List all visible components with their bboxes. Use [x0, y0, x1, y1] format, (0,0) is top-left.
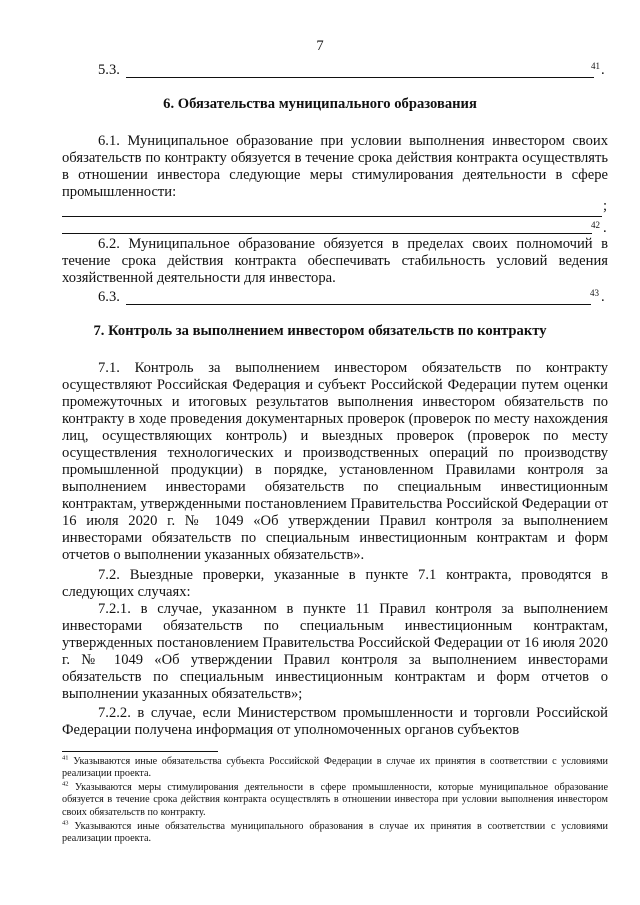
paragraph-6-2: 6.2. Муниципальное образование обязуется в пределах своих полномочий в течение срока действия контракта обеспечивать стабильность условий ведения хозяйственной деятельности для инвестора. — [62, 236, 608, 286]
page-number: 7 — [316, 38, 324, 54]
footnote-43-text: Указываются иные обязательства муниципального образования в случае их принятия в соответствии с условиями реализации проекта. — [62, 821, 608, 845]
footnote-42 — [62, 782, 608, 819]
measures-blank-line-1 — [62, 216, 602, 217]
item-5-3-end: . — [601, 62, 605, 78]
item-5-3-blank-line — [126, 77, 594, 78]
footnote-42-mark: 42 — [62, 780, 69, 788]
paragraph-7-2-2: 7.2.2. в случае, если Министерством промышленности и торговли Российской Федерации получена информация от уполномоченных органов субъектов — [62, 705, 608, 738]
footnote-41-text: Указываются иные обязательства субъекта Российской Федерации в случае их принятия в соответствии с условиями реализации проекта. — [62, 756, 608, 780]
item-5-3-footnote-mark: 41 — [591, 61, 600, 71]
paragraph-7-1: 7.1. Контроль за выполнением инвестором обязательств по контракту осуществляют Российская Федерация и субъект Российской Федерации путем оценки промежуточных и итоговых результатов выполнения инвестором обязательств по контракту в ходе проведения документарных проверок (проверок по месту нахождения лиц, осуществляющих контроль) и выездных проверок (проверок по месту осуществления технологических и производственных операций по производству промышленной продукции) в порядке, установленном Правилами контроля за выполнением инвесторами обязательств по специальным инвестиционным контрактам, утвержденными постановлением Правительства Российской Федерации от 16 июля 2020 г. № 1049 «Об утверждении Правил контроля за выполнением инвесторами обязательств по специальным инвестиционным контрактам и форм отчетов о выполнении указанных обязательств». — [62, 360, 608, 563]
item-6-3-label: 6.3. — [98, 289, 120, 305]
measures-blank-line-2 — [62, 233, 592, 234]
paragraph-7-2: 7.2. Выездные проверки, указанные в пункте 7.1 контракта, проводятся в следующих случаях: — [62, 567, 608, 600]
measures-blank-end-1: ; — [603, 198, 608, 214]
footnote-43-mark: 43 — [62, 819, 69, 827]
measures-blank-footnote-mark: 42 — [591, 220, 600, 230]
item-6-3-footnote-mark: 43 — [590, 288, 599, 298]
footnote-43 — [62, 821, 608, 846]
footnote-separator — [62, 751, 218, 752]
paragraph-6-1: 6.1. Муниципальное образование при условии выполнения инвестором своих обязательств по контракту обязуется в течение срока действия контракта осуществлять в отношении инвестора следующие меры стимулирования деятельности в сфере промышленности: — [62, 133, 608, 200]
measures-blank-end-2: . — [603, 220, 607, 236]
paragraph-7-2-1: 7.2.1. в случае, указанном в пункте 11 Правил контроля за выполнением инвесторами обязательств по специальным инвестиционным контрактам, утвержденных постановлением Правительства Российской Федерации от 16 июля 2020 г. № 1049 «Об утверждении Правил контроля за выполнением инвесторами обязательств по специальным инвестиционным контрактам и форм отчетов о выполнении указанных обязательств»; — [62, 601, 608, 702]
item-6-3-end: . — [601, 289, 605, 305]
item-5-3-label: 5.3. — [98, 62, 120, 78]
footnote-42-text: Указываются меры стимулирования деятельности в сфере промышленности, которые муниципальное образование обязуется в течение срока действия контракта осуществлять в отношении инвестора при условии выполнения инвестором своих обязательств по контракту. — [62, 782, 608, 818]
section-6-heading: 6. Обязательства муниципального образования — [163, 96, 477, 112]
section-7-heading: 7. Контроль за выполнением инвестором обязательств по контракту — [93, 323, 547, 339]
footnote-41-mark: 41 — [62, 754, 69, 762]
footnote-41 — [62, 756, 608, 781]
item-6-3-blank-line — [126, 304, 591, 305]
